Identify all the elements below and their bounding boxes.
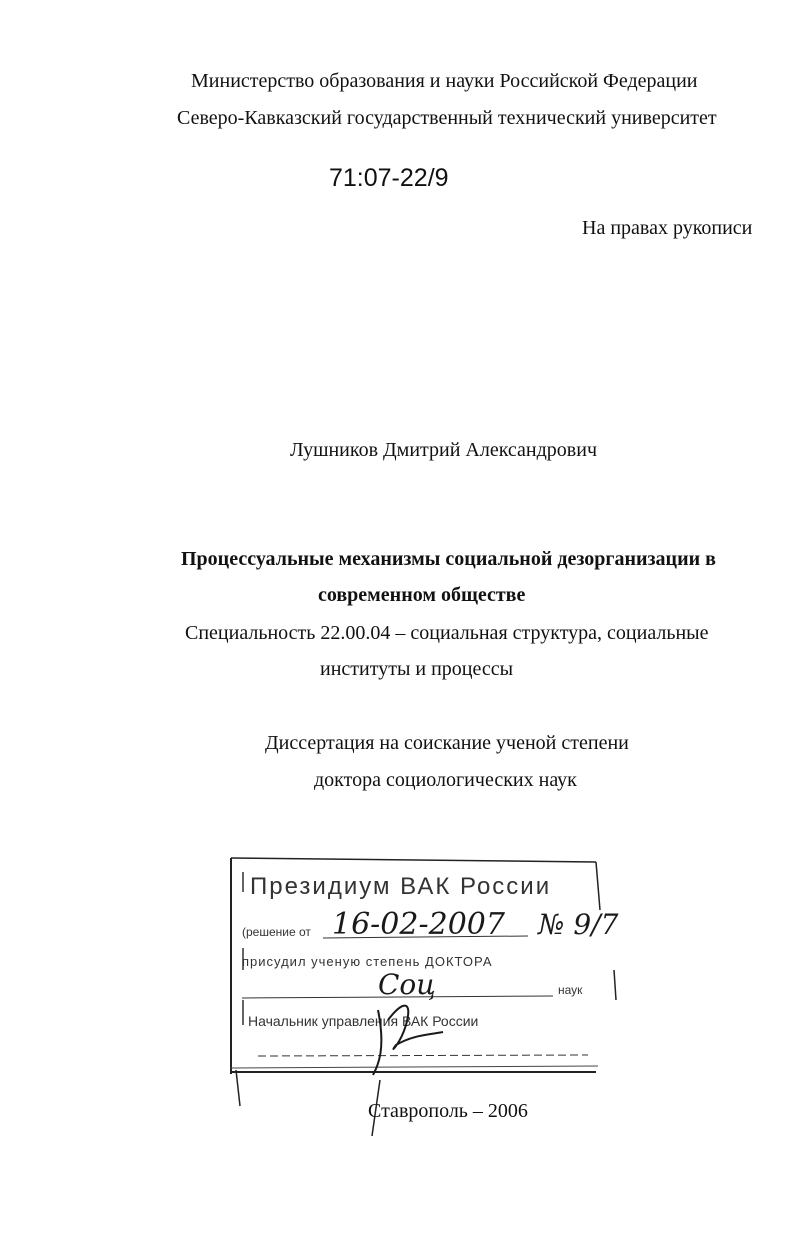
vak-stamp-graphic [228,850,628,1080]
university-line: Северо-Кавказский государственный технический университет [177,107,717,129]
stamp-frame-right-mid [614,970,616,1000]
stamp-heading: Президиум ВАК России [250,873,552,900]
stamp-awarded-label: присудил ученую степень ДОКТОРА [242,954,493,969]
ministry-line: Министерство образования и науки Российской Федерации [191,70,698,92]
degree-line-2: доктора социологических наук [314,769,577,791]
rights-note: На правах рукописи [582,217,753,239]
stamp-frame-bottom-inner [230,1066,598,1068]
handwritten-field: Соц [378,968,436,1001]
stamp-frame-top [231,858,596,862]
specialty-line-2: институты и процессы [320,658,514,680]
city-year: Ставрополь – 2006 [368,1100,528,1122]
stamp-footer: Начальник управления ВАК России [248,1013,479,1029]
vak-stamp [228,850,628,1080]
stamp-frame-right-top [596,862,600,910]
title-line-2: современном обществе [318,584,526,606]
author-name: Лушников Дмитрий Александрович [290,439,598,461]
registry-code: 71:07-22/9 [329,164,449,192]
specialty-line-1: Специальность 22.00.04 – социальная структура, социальные [185,622,709,644]
stamp-field-suffix: наук [558,983,583,997]
handwritten-decision-date: 16-02-2007 [332,907,505,942]
stamp-signature-line [258,1055,588,1056]
stamp-decision-label: (решение от [242,925,311,939]
handwritten-decision-number: № 9/7 [538,908,619,941]
title-line-1: Процессуальные механизмы социальной дезорганизации в [181,548,716,570]
degree-line-1: Диссертация на соискание ученой степени [265,732,629,754]
